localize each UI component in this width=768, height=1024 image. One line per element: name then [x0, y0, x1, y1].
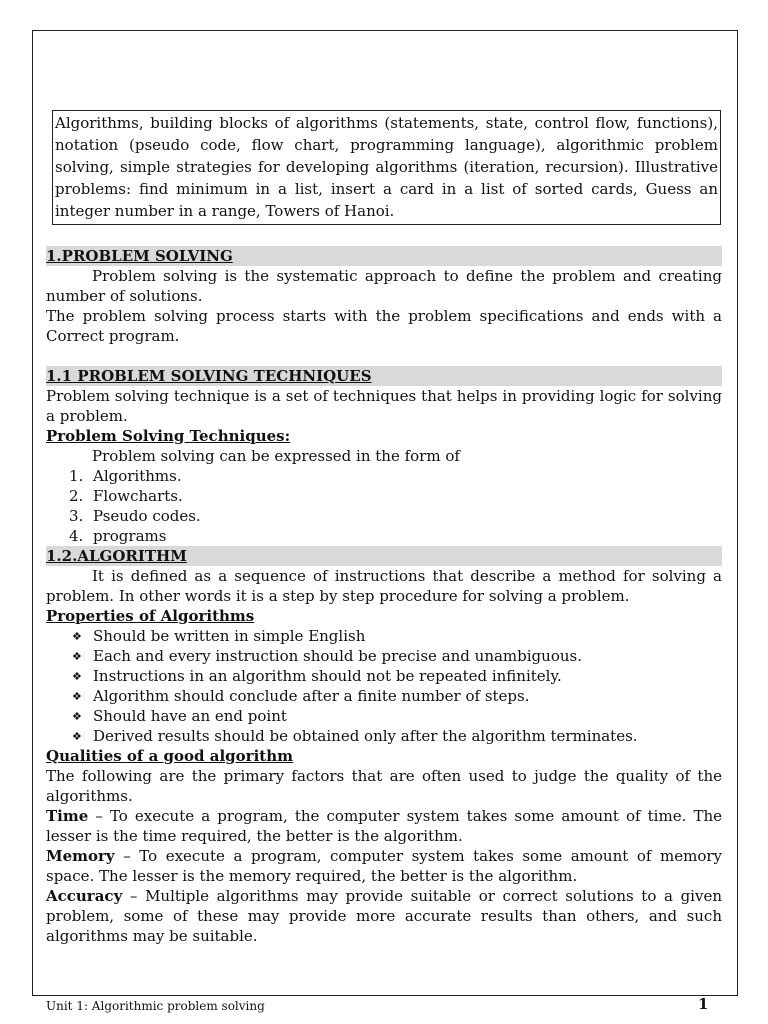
- quality-accuracy: [46, 886, 722, 946]
- list-item-text: Derived results should be obtained only after the algorithm terminates.: [93, 727, 638, 745]
- list-item-text: programs: [93, 527, 167, 545]
- list-item-text: Instructions in an algorithm should not be repeated infinitely.: [93, 667, 562, 685]
- footer-unit-label: Unit 1: Algorithmic problem solving: [46, 999, 265, 1013]
- qualities-heading: Qualities of a good algorithm: [46, 747, 293, 765]
- list-item: [46, 526, 722, 546]
- section-heading-techniques: 1.1 PROBLEM SOLVING TECHNIQUES: [46, 366, 722, 386]
- page-number: 1: [698, 995, 709, 1013]
- list-item-number: 2.: [69, 487, 84, 505]
- diamond-bullet-icon: ❖: [72, 710, 82, 723]
- quality-time: [46, 806, 722, 846]
- list-item-text: Should have an end point: [93, 707, 287, 725]
- list-item-number: 3.: [69, 507, 84, 525]
- quality-text: – Multiple algorithms may provide suitable or correct solutions to a given problem, some of these may provide more accurate results than others, and such algorithms may be suitable.: [46, 887, 722, 945]
- list-item-text: Each and every instruction should be precise and unambiguous.: [93, 647, 582, 665]
- section-heading-algorithm: 1.2.ALGORITHM: [46, 546, 722, 566]
- section-heading-problem-solving: 1.PROBLEM SOLVING: [46, 246, 722, 266]
- problem-solving-definition: Problem solving is the systematic approach to define the problem and creating number of solutions.: [46, 267, 722, 305]
- syllabus-text: Algorithms, building blocks of algorithms (statements, state, control flow, functions), notation (pseudo code, flow chart, programming language), algorithmic problem solving, simple strategies for developing algorithms (iteration, recursion). Illustrative problems: find minimum in a list, insert a card in a list of sorted cards, Guess an integer number in a range, Towers of Hanoi.: [55, 114, 718, 220]
- list-item-text: Should be written in simple English: [93, 627, 366, 645]
- list-item: [46, 646, 722, 666]
- problem-solving-process: The problem solving process starts with the problem specifications and ends with a Correct program.: [46, 307, 722, 345]
- diamond-bullet-icon: ❖: [72, 690, 82, 703]
- diamond-bullet-icon: ❖: [72, 670, 82, 683]
- list-item: [46, 626, 722, 646]
- list-item-number: 4.: [69, 527, 84, 545]
- list-item: [46, 486, 722, 506]
- quality-text: – To execute a program, computer system takes some amount of memory space. The lesser is the memory required, the better is the algorithm.: [46, 847, 722, 885]
- diamond-bullet-icon: ❖: [72, 630, 82, 643]
- list-item: [46, 466, 722, 486]
- list-item-text: Pseudo codes.: [93, 507, 201, 525]
- list-item: [46, 506, 722, 526]
- properties-list: [46, 626, 722, 746]
- list-item: [46, 726, 722, 746]
- properties-heading: Properties of Algorithms: [46, 607, 255, 625]
- techniques-list: [46, 466, 722, 546]
- list-item-number: 1.: [69, 467, 84, 485]
- techniques-definition: Problem solving technique is a set of techniques that helps in providing logic for solving a problem.: [46, 387, 722, 425]
- techniques-intro: Problem solving can be expressed in the form of: [92, 447, 460, 465]
- quality-term: Memory: [46, 847, 115, 865]
- qualities-intro: The following are the primary factors that are often used to judge the quality of the algorithms.: [46, 767, 722, 805]
- list-item: [46, 686, 722, 706]
- list-item-text: Flowcharts.: [93, 487, 183, 505]
- quality-text: – To execute a program, the computer system takes some amount of time. The lesser is the time required, the better is the algorithm.: [46, 807, 722, 845]
- algorithm-definition: It is defined as a sequence of instructions that describe a method for solving a problem. In other words it is a step by step procedure for solving a problem.: [46, 567, 722, 605]
- techniques-subheading: Problem Solving Techniques:: [46, 427, 291, 445]
- list-item: [46, 706, 722, 726]
- list-item-text: Algorithms.: [93, 467, 182, 485]
- list-item: [46, 666, 722, 686]
- main-content: [46, 246, 722, 946]
- list-item-text: Algorithm should conclude after a finite number of steps.: [93, 687, 530, 705]
- quality-memory: [46, 846, 722, 886]
- quality-term: Accuracy: [46, 887, 123, 905]
- quality-term: Time: [46, 807, 89, 825]
- diamond-bullet-icon: ❖: [72, 650, 82, 663]
- syllabus-box: [52, 110, 721, 225]
- diamond-bullet-icon: ❖: [72, 730, 82, 743]
